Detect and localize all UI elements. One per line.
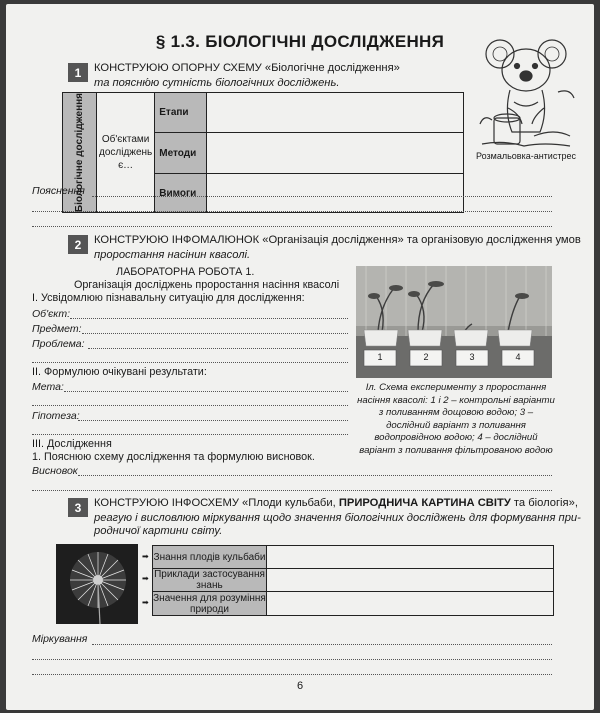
explanation-line-2[interactable] [32, 211, 552, 212]
info-row-examples: Приклади застосування знань [154, 569, 265, 591]
arrow-icon-3: ➡ [142, 598, 149, 607]
field-problem-line-2[interactable] [32, 362, 348, 363]
scheme-row-methods: Методи [155, 133, 207, 173]
field-hypothesis-label: Гіпотеза: [32, 410, 80, 422]
field-subject-line[interactable] [82, 333, 348, 334]
koala-icon [474, 32, 578, 152]
page-title: § 1.3. БІОЛОГІЧНІ ДОСЛІДЖЕННЯ [155, 32, 445, 51]
info-input-meaning[interactable] [267, 592, 554, 616]
scheme-input-requirements[interactable] [207, 173, 464, 212]
field-hypothesis-line[interactable] [78, 420, 348, 421]
scheme-row-stages: Етапи [155, 93, 207, 133]
dandelion-photo [56, 544, 138, 624]
pot-label-2: 2 [423, 352, 429, 362]
info-input-knowledge[interactable] [267, 546, 554, 569]
field-goal-label: Мета: [32, 381, 64, 393]
section-3-heading: ІІІ. Дослідження [32, 438, 112, 450]
scheme-input-stages[interactable] [207, 93, 464, 133]
task3-italic-line2: реагую і висловлюю міркування щодо значення біологічних досліджень для формування при- [94, 512, 581, 524]
task3-text-c: та біологія», [510, 497, 578, 509]
task1-text-line2 [94, 76, 339, 90]
pot-label-3: 3 [469, 352, 475, 362]
field-subject-label: Предмет: [32, 323, 82, 335]
arrow-icon-1: ➡ [142, 552, 149, 561]
field-object-line[interactable] [70, 318, 348, 319]
task2-italic-text: проростання насінин квасолі. [94, 249, 251, 261]
scheme-input-methods[interactable] [207, 133, 464, 173]
info-input-examples[interactable] [267, 569, 554, 592]
task-number-2: 2 [68, 235, 88, 254]
section-2-heading: ІІ. Формулюю очікувані результати: [32, 366, 207, 378]
section-1-heading: І. Усвідомлюю пізнавальну ситуацію для дослідження: [32, 292, 305, 304]
pot-label-4: 4 [515, 352, 521, 362]
reflection-line-2[interactable] [32, 659, 552, 660]
field-goal-line-2[interactable] [32, 405, 348, 406]
lab-subtitle: Організація досліджень проростання насіння квасолі [74, 279, 340, 291]
dandelion-icon [56, 544, 138, 624]
scheme-vertical-label: Біологічне дослідження [63, 93, 97, 213]
task3-text-a: КОНСТРУЮЮ ІНФОСХЕМУ «Плоди кульбаби, [94, 497, 339, 509]
field-conclusion-line[interactable] [78, 475, 552, 476]
scheme-row-requirements: Вимоги [155, 173, 207, 212]
arrow-icon-2: ➡ [142, 574, 149, 583]
field-goal-line[interactable] [64, 391, 348, 392]
explanation-line-3[interactable] [32, 226, 552, 227]
reflection-label: Міркування [32, 633, 88, 645]
research-step-1: 1. Пояснюю схему дослідження та формулюю висновок. [32, 451, 315, 463]
info-row-knowledge: Знання плодів кульбаби [153, 546, 267, 569]
workbook-page [6, 4, 594, 710]
task-number-1: 1 [68, 63, 88, 82]
task3-text-line3 [94, 524, 222, 538]
field-problem-label: Проблема: [32, 338, 85, 350]
info-row-meaning: Значення для розуміння природи [153, 592, 266, 615]
task1-text-line1: КОНСТРУЮЮ ОПОРНУ СХЕМУ «Біологічне дослідження» [94, 62, 400, 74]
task3-text-bold: ПРИРОДНИЧА КАРТИНА СВІТУ [338, 497, 511, 509]
task3-text-line2 [94, 511, 581, 525]
koala-caption: Розмальовка-антистрес [476, 151, 576, 161]
pot-label-1: 1 [377, 352, 383, 362]
lab-title: ЛАБОРАТОРНА РОБОТА 1. [116, 266, 255, 278]
task3-italic-line3: родничої картини світу. [94, 525, 223, 537]
task-number-3: 3 [68, 498, 88, 517]
field-conclusion-line-2[interactable] [32, 490, 552, 491]
scheme-objects-cell: Об'єктами досліджень є… [97, 93, 155, 213]
koala-illustration [474, 32, 578, 180]
task1-italic-text: та поясню́ю сутність біологічних досліджень. [94, 77, 340, 89]
page-number: 6 [296, 680, 304, 692]
field-object-label: Об'єкт: [32, 308, 71, 320]
explanation-line-1[interactable] [92, 196, 552, 197]
reflection-line-1[interactable] [92, 644, 552, 645]
field-hypothesis-line-2[interactable] [32, 434, 348, 435]
info-scheme-table [152, 545, 554, 616]
explanation-label: Пояснення [32, 185, 85, 197]
experiment-photo [356, 266, 552, 378]
reflection-line-3[interactable] [32, 674, 552, 675]
task3-text-line1 [94, 496, 578, 510]
task2-text-line1: КОНСТРУЮЮ ІНФОМАЛЮНОК «Організація дослідження» та організовую дослідження умов [94, 234, 581, 246]
photo-caption: Іл. Схема експерименту з проростання насіння квасолі: 1 і 2 – контрольні варіанти з поливанням дощовою водою; 3 – дослідний варіант з поливання водопровідною водою; 4 – дослідний варіант з поливання фільтрованою водою [357, 382, 555, 456]
scheme-table [62, 92, 464, 213]
field-conclusion-label: Висновок [32, 465, 78, 477]
field-problem-line[interactable] [88, 348, 348, 349]
task2-text-line2 [94, 248, 250, 262]
